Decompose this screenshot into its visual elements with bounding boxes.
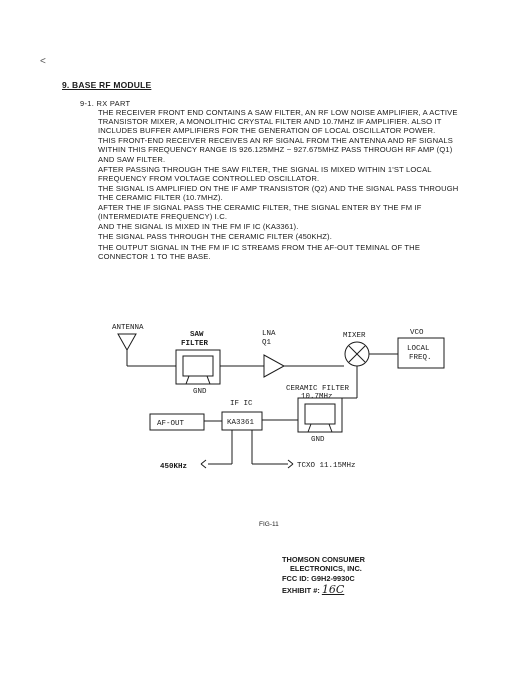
tcxo-label: TCXO 11.15MHz [297,462,356,470]
freq-label: FREQ. [409,354,432,362]
if-ic-label: IF IC [230,400,253,408]
paragraph: THE SIGNAL PASS THROUGH THE CERAMIC FILTER (450KHZ). [98,232,332,242]
paragraph: AFTER PASSING THROUGH THE SAW FILTER, THE SIGNAL IS MIXED WITHIN 1'ST LOCAL FREQUENCY FROM VOLTAGE CONTROLLED OSCILLATOR. [98,164,432,183]
af-out-label: AF-OUT [157,420,185,428]
vco-block [398,338,444,368]
stamp-line: FCC ID: G9H2-9930C [282,573,355,583]
local-label: LOCAL [407,345,430,353]
fcc-stamp [282,555,365,597]
paragraph: AND THE SIGNAL IS MIXED IN THE FM IF IC (KA3361). [98,222,299,232]
subsection-title: 9-1. RX PART [80,99,131,108]
antenna-symbol [118,334,136,350]
section-heading: 9. BASE RF MODULE [62,80,152,90]
paragraph: THE SIGNAL IS AMPLIFIED ON THE IF AMP TRANSISTOR (Q2) AND THE SIGNAL PASS THROUGH THE CERAMIC FILTER (10.7MHZ). [98,183,459,202]
exhibit-label: EXHIBIT #: [282,585,320,595]
stamp-exhibit [282,583,365,597]
paragraph: THE RECEIVER FRONT END CONTAINS A SAW FILTER, AN RF LOW NOISE AMPLIFIER, A ACTIVE TRANSISTOR MIXER, A MONOLITHIC CRYSTAL FILTER AND 10.7MHZ IF AMPLIFIER. ALSO IT INCLUDES BUFFER AMPLIFIERS FOR THE GENERATION OF LOCAL OSCILLATOR POWER. [98,108,458,136]
paragraph: AFTER THE IF SIGNAL PASS THE CERAMIC FILTER, THE SIGNAL ENTER BY THE FM IF (INTERMEDIATE FREQUENCY) I.C. [98,203,422,222]
stamp-line: ELECTRONICS, INC. [290,564,362,574]
filter-label: FILTER [181,340,209,348]
ceramic-freq-label: 10.7MHz [301,393,333,401]
paragraph: THE OUTPUT SIGNAL IN THE FM IF IC STREAMS FROM THE AF-OUT TEMINAL OF THE CONNECTOR 1 TO THE BASE. [98,242,421,261]
paragraph: THIS FRONT-END RECEIVER RECEIVES AN RF SIGNAL FROM THE ANTENNA AND RF SIGNALS WITHIN THIS FREQUENCY RANGE IS 926.125MHZ ~ 927.675MHZ PASS THROUGH RF AMP (Q1) AND SAW FILTER. [98,136,454,164]
lna-triangle [264,355,284,377]
ka3361-label: KA3361 [227,419,255,427]
gnd-saw-label: GND [193,388,207,396]
margin-mark: < [40,56,46,67]
ceramic-filter-label: CERAMIC FILTER [286,385,350,393]
stamp-line: THOMSON CONSUMER [282,555,365,564]
q1-label: Q1 [262,339,272,347]
mixer-label: MIXER [343,332,366,340]
vco-label: VCO [410,329,424,337]
lna-label: LNA [262,330,276,338]
450khz-label: 450KHz [160,463,188,471]
gnd-ceramic-label: GND [311,436,325,444]
antenna-label: ANTENNA [112,324,144,332]
saw-label: SAW [190,331,204,339]
figure-caption: FIG-11 [259,521,279,528]
exhibit-number: 16C [321,582,345,596]
